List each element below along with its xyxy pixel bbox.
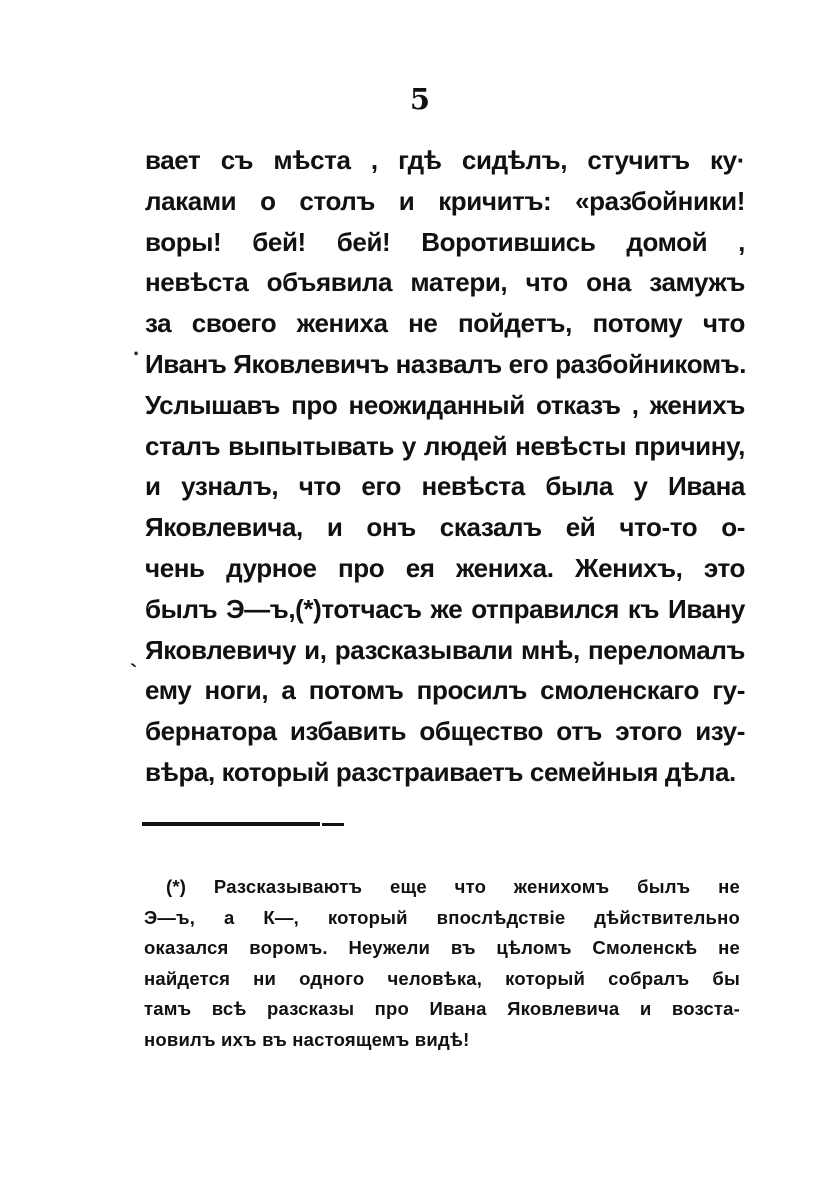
footnote-line: (*) Разсказываютъ еще что женихомъ былъ не bbox=[166, 876, 740, 897]
footnote-separator-dash bbox=[322, 823, 344, 826]
text-line: Иванъ Яковлевичъ назвалъ его разбойникомъ. bbox=[145, 348, 747, 379]
text-line: ему ноги, а потомъ просилъ смоленскаго гу- bbox=[145, 675, 745, 706]
text-line: Яковлевича, и онъ сказалъ ей что-то о- bbox=[145, 512, 745, 543]
text-line: чень дурное про ея жениха. Женихъ, это bbox=[145, 552, 745, 583]
text-line: Услышавъ про неожиданный отказъ , женихъ bbox=[145, 389, 745, 420]
footnote-line: найдется ни одного человѣка, который собралъ бы bbox=[144, 967, 740, 989]
text-line: за своего жениха не пойдетъ, потому что bbox=[145, 308, 745, 339]
text-line: и узналъ, что его невѣста была у Ивана bbox=[145, 471, 745, 502]
text-line: Яковлевичу и, разсказывали мнѣ, переломалъ bbox=[145, 634, 745, 665]
text-line: сталъ выпытывать у людей невѣсты причину, bbox=[145, 430, 745, 461]
body-text bbox=[145, 140, 745, 793]
text-line: воры! бей! бей! Воротившись домой , bbox=[145, 226, 745, 257]
margin-mark: ` bbox=[130, 660, 138, 685]
footnote-line: тамъ всѣ разсказы про Ивана Яковлевича и возста- bbox=[144, 998, 740, 1019]
text-line: невѣста объявила матери, что она замужъ bbox=[145, 267, 745, 298]
text-line: вает съ мѣста , гдѣ сидѣлъ, стучитъ ку· bbox=[145, 145, 745, 175]
text-line: былъ Э—ъ,(*)тотчасъ же отправился къ Ивану bbox=[145, 593, 745, 624]
footnote bbox=[144, 872, 740, 1055]
page-number: 5 bbox=[409, 82, 431, 116]
text-line: вѣра, который разстраиваетъ семейныя дѣла. bbox=[145, 756, 736, 787]
footnote-line: новилъ ихъ въ настоящемъ видѣ! bbox=[144, 1028, 470, 1050]
footnote-separator bbox=[142, 822, 320, 826]
text-line: бернатора избавить общество отъ этого изу- bbox=[145, 716, 745, 747]
text-line: лаками о столъ и кричитъ: «разбойники! bbox=[145, 185, 745, 216]
margin-mark: · bbox=[133, 341, 141, 366]
footnote-line: Э—ъ, а К—, который впослѣдствіе дѣйствительно bbox=[144, 906, 740, 928]
footnote-line: оказался воромъ. Неужели въ цѣломъ Смоленскѣ не bbox=[144, 937, 740, 958]
